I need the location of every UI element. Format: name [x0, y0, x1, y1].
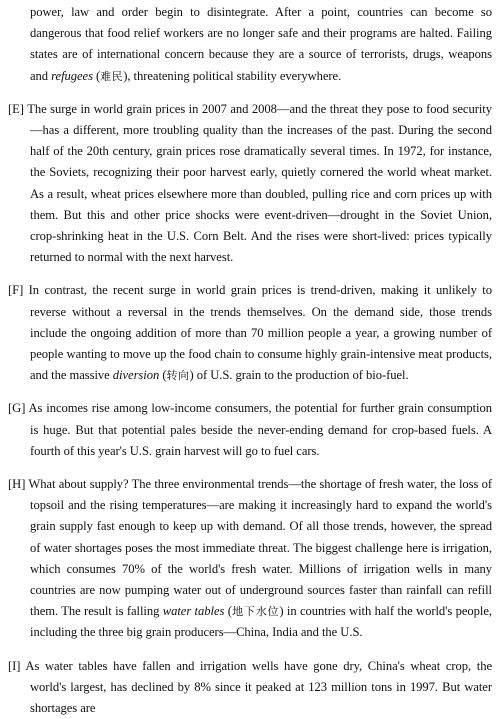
chinese-gloss: 转向 [166, 369, 190, 383]
text-run: ( [92, 68, 101, 83]
paragraph-e [0, 99, 500, 269]
paragraph-label: [F] [8, 283, 24, 298]
text-run: ( [159, 368, 167, 383]
italic-term: refugees [51, 68, 93, 83]
text-run: ( [224, 604, 232, 619]
paragraph-f [0, 280, 500, 386]
italic-term: water tables [162, 604, 225, 619]
text-run: power, law and order begin to disintegrate. After a point, countries can become so dangerous that food relief workers are no longer safe and their programs are halted. Failing states are of international concern because they are a source of terrorists, drugs, weapons and [30, 5, 492, 83]
paragraph-continued [0, 0, 500, 87]
text-run: ) in countries with half the world's people, including the three big grain producers—China, India and the U.S. [30, 604, 492, 640]
text-run: ), threatening political stability everywhere. [123, 68, 342, 83]
paragraph-g [0, 398, 500, 462]
chinese-gloss: 地下水位 [231, 605, 280, 619]
text-run: What about supply? The three environmental trends—the shortage of fresh water, the loss of topsoil and the rising temperatures—are making it increasingly hard to expand the world's grain supply fast enough to keep up with demand. Of all those trends, however, the spread of water shortages poses the most immediate threat. The biggest challenge here is irrigation, which consumes 70% of the world's fresh water. Millions of irrigation wells in many countries are now pumping water out of underground sources faster than rainfall can refill them. The result is falling [28, 477, 493, 619]
text-run: ) of U.S. grain to the production of bio-fuel. [189, 368, 409, 383]
paragraph-h [0, 474, 500, 644]
paragraph-label: [G] [8, 401, 26, 416]
paragraph-label: [H] [8, 477, 26, 492]
paragraph-i [0, 656, 500, 719]
text-run: As incomes rise among low-income consumers, the potential for further grain consumption is huge. But that potential pales beside the never-ending demand for crop-based fuels. A fourth of this year's U.S. grain harvest will go to fuel cars. [28, 401, 492, 458]
text-run: The surge in world grain prices in 2007 and 2008—and the threat they pose to food security—has a different, more troubling quality than the increases of the past. During the second half of the 20th century, grain prices rose dramatically several times. In 1972, for instance, the Soviets, recognizing their poor harvest early, quietly cornered the world wheat market. As a result, wheat prices elsewhere more than doubled, pulling rice and corn prices up with them. But this and other price shocks were event-driven—drought in the Soviet Union, crop-shrinking heat in the U.S. Corn Belt. And the rises were short-lived: prices typically returned to normal with the next harvest. [27, 101, 493, 265]
italic-term: diversion [112, 368, 160, 383]
paragraph-label: [I] [8, 658, 21, 673]
paragraph-label: [E] [8, 101, 24, 116]
text-run: As water tables have fallen and irrigation wells have gone dry, China's wheat crop, the world's largest, has declined by 8% since it peaked at 123 million tons in 1997. But water shortages are [25, 658, 492, 716]
chinese-gloss: 难民 [100, 69, 124, 83]
text-run: In contrast, the recent surge in world grain prices is trend-driven, making it unlikely to reverse without a reversal in the trends themselves. On the demand side, those trends include the ongoing addition of more than 70 million people a year, a growing number of people wanting to move up the food chain to consume highly grain-intensive meat products, and the massive [28, 283, 492, 383]
